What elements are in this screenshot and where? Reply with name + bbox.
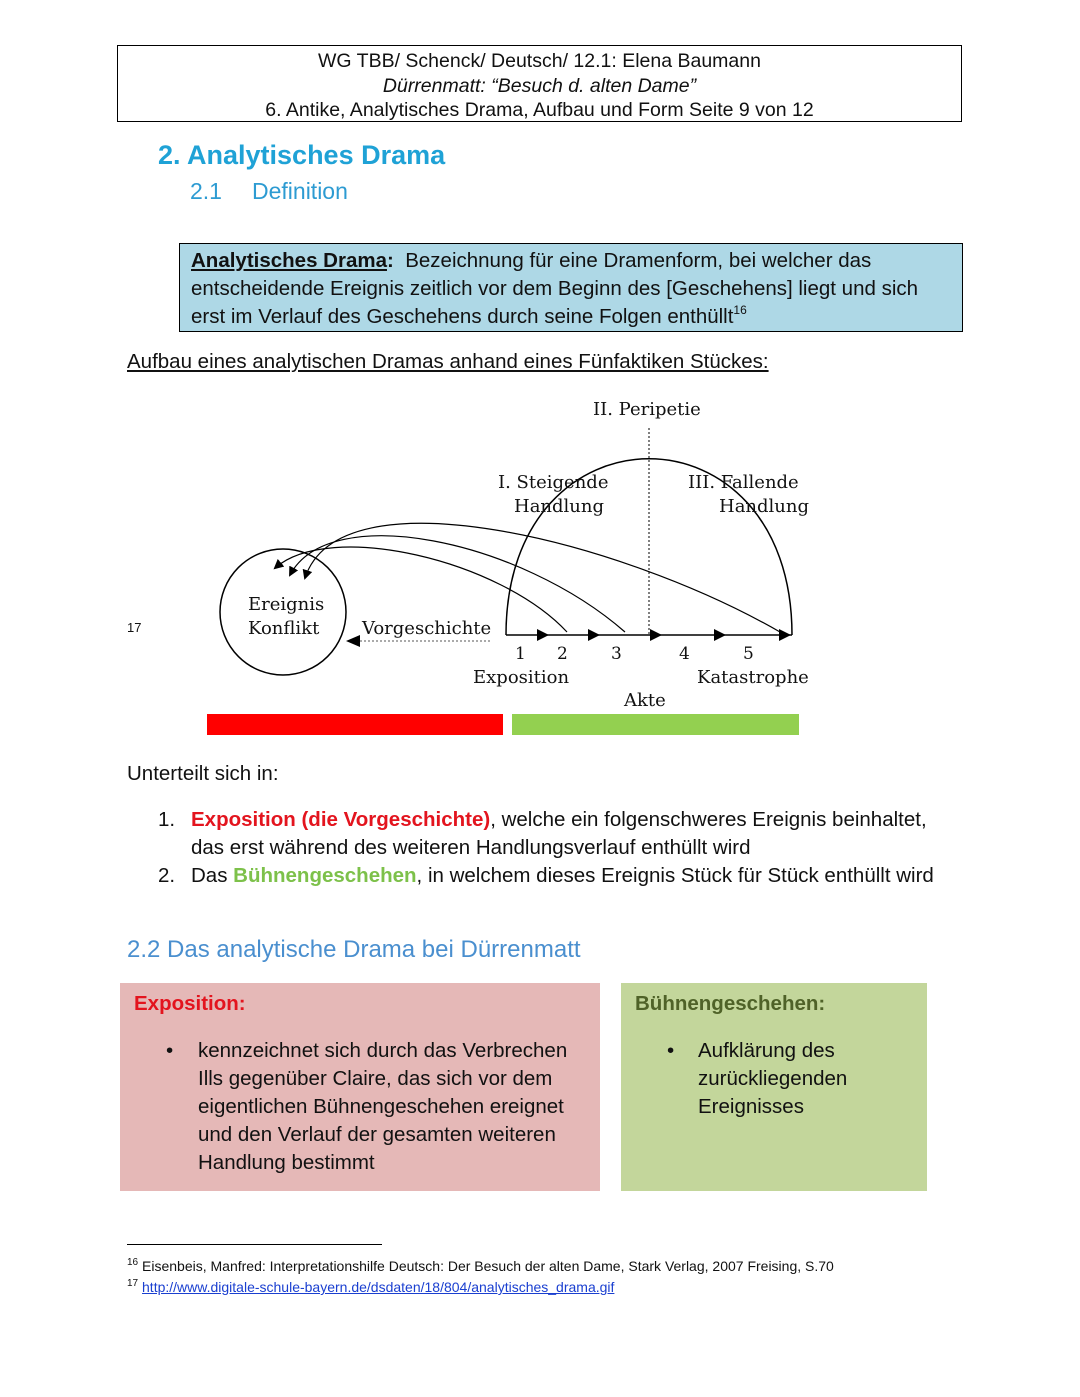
unterteilt-label: Unterteilt sich in: (127, 762, 279, 785)
label-ereignis: Ereignis (248, 594, 325, 615)
list-item (158, 806, 948, 862)
list-text: , in welchem dieses Ereignis Stück für Stück enthüllt wird (416, 864, 934, 887)
exposition-bullet-text: kennzeichnet sich durch das Verbrechen Ills gegenüber Claire, das sich vor dem eigentlichen Bühnengeschehen ereignet und den Verlauf der gesamten weiteren Handlung bestimmt (198, 1039, 568, 1174)
footnote-number: 16 (127, 1257, 139, 1268)
act-arrow-3 (650, 629, 662, 641)
bullet-icon: • (166, 1039, 174, 1062)
vorgeschichte-arrowhead (346, 635, 360, 647)
header-line-3: 6. Antike, Analytisches Drama, Aufbau und Form Seite 9 von 12 (265, 99, 814, 121)
label-katastrophe: Katastrophe (697, 667, 809, 688)
footnote-separator (127, 1244, 382, 1245)
numbered-list (158, 806, 948, 890)
exposition-bullet-item (134, 1037, 586, 1177)
definition-term: Analytisches Drama (191, 249, 387, 272)
footnote-17 (127, 1277, 614, 1297)
list-number: 2. (158, 864, 176, 887)
footnote-link[interactable]: http://www.digitale-schule-bayern.de/dsdaten/18/804/analytisches_drama.gif (142, 1279, 615, 1295)
exposition-box-title: Exposition: (134, 992, 246, 1015)
act-arrow-1 (537, 629, 549, 641)
label-fallende-2: Handlung (719, 496, 810, 517)
buehnengeschehen-bullet-text: Aufklärung des zurückliegenden Ereignisses (698, 1039, 848, 1118)
subsection-label: Definition (252, 178, 348, 204)
list-item (158, 862, 948, 890)
definition-text: Bezeichnung für eine Dramenform, bei welcher das entscheidende Ereignis zeitlich vor dem Beginn des [Geschehens] liegt und sich erst im Verlauf des Geschehens durch seine Folgen enthüllt (191, 249, 919, 328)
aufbau-heading: Aufbau eines analytischen Dramas anhand eines Fünfaktiken Stückes: (127, 350, 769, 373)
bullet-icon: • (667, 1039, 675, 1062)
buehnengeschehen-box (621, 983, 927, 1191)
act-arrow-5 (779, 629, 791, 641)
list-text: , welche ein folgenschweres Ereignis beinhaltet, das erst während des weiteren Handlungsverlauf enthüllt wird (191, 808, 927, 859)
list-number: 1. (158, 808, 176, 831)
label-act-5: 5 (743, 644, 754, 664)
buehnengeschehen-color-bar (512, 714, 799, 735)
act-arrow-4 (714, 629, 726, 641)
section-2-2-title: 2.2 Das analytische Drama bei Dürrenmatt (127, 936, 581, 963)
label-steigende-1: I. Steigende (498, 472, 609, 493)
label-fallende-1: III. Fallende (688, 472, 799, 493)
list-highlight-exposition: Exposition (die Vorgeschichte) (191, 808, 491, 831)
act-arrow-2 (588, 629, 600, 641)
buehnengeschehen-box-title: Bühnengeschehen: (635, 992, 826, 1015)
footnote-16 (127, 1256, 834, 1276)
subsection-number: 2.1 (190, 178, 222, 204)
footnote-number: 17 (127, 1278, 139, 1289)
label-act-3: 3 (611, 644, 622, 664)
buehnengeschehen-bullet-item (635, 1037, 913, 1121)
label-akte: Akte (624, 690, 666, 711)
figure-footnote-ref[interactable]: 17 (127, 620, 142, 635)
label-peripetie: II. Peripetie (593, 399, 701, 420)
label-exposition: Exposition (473, 667, 570, 688)
label-steigende-2: Handlung (514, 496, 605, 517)
definition-colon: : (386, 249, 394, 272)
label-act-2: 2 (557, 644, 568, 664)
footnote-text: Eisenbeis, Manfred: Interpretationshilfe Deutsch: Der Besuch der alten Dame, Stark Verlag, 2007 Freising, S.70 (142, 1258, 834, 1274)
label-vorgeschichte: Vorgeschichte (362, 618, 492, 639)
header-line-1: WG TBB/ Schenck/ Deutsch/ 12.1: Elena Baumann (318, 50, 761, 72)
footnote-ref-16[interactable]: 16 (733, 303, 747, 317)
label-act-1: 1 (515, 644, 526, 664)
label-konflikt: Konflikt (248, 618, 320, 639)
exposition-color-bar (207, 714, 503, 735)
list-prefix: Das (191, 864, 234, 887)
section-title: 2. Analytisches Drama (158, 140, 446, 170)
label-act-4: 4 (679, 644, 690, 664)
header-line-2: Dürrenmatt: “Besuch d. alten Dame” (382, 74, 697, 97)
list-highlight-buehnengeschehen: Bühnengeschehen (233, 864, 417, 887)
exposition-box (120, 983, 600, 1191)
